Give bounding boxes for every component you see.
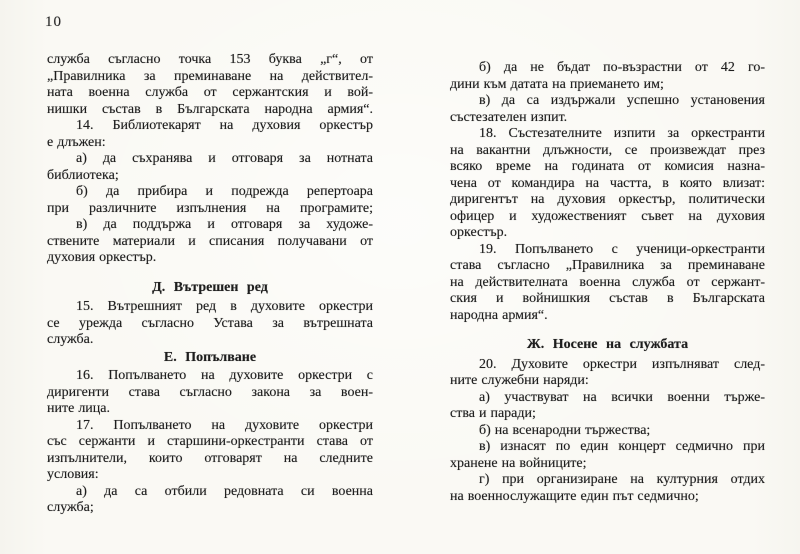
text-line: служба съгласно точка 153 буква „г“, от — [47, 52, 373, 67]
text-line: състезателен изпит. — [450, 109, 568, 125]
text-line: се урежда съгласно Устава за вътрешната — [47, 315, 373, 331]
text-line: на действителната военна служба от сержант- — [450, 274, 765, 290]
text-line: оркестър. — [450, 225, 508, 240]
text-line: ните служебни наряди: — [450, 373, 589, 388]
text-line: офицер и художественият съвет на духовия — [450, 208, 765, 224]
text-line: служба. — [47, 332, 94, 347]
text-line: нишки състав в Българската народна армия“. — [47, 101, 373, 117]
text-line: при различните изпълнения на програмите; — [47, 200, 373, 216]
page-body-left — [47, 52, 373, 517]
text-line: а) да са отбили редовната си военна — [76, 483, 373, 499]
text-line: условия: — [47, 467, 99, 482]
text-line: в) изнасят по един концерт седмично при — [479, 439, 765, 454]
text-line: 19. Попълването с ученици-оркестранти — [479, 241, 765, 257]
text-line: „Правилника за преминаване на действител- — [47, 68, 373, 84]
text-line: библиотека; — [47, 167, 119, 183]
text-line: г) при организиране на културния отдих — [479, 472, 765, 487]
text-line: е длъжен: — [47, 134, 106, 150]
text-line: ствените материали и списания получавани от — [47, 233, 373, 249]
text-line: 15. Вътрешният ред в духовите оркестри — [76, 299, 373, 314]
text-line: 17. Попълването на духовите оркестри — [76, 417, 373, 433]
text-line: ните лица. — [47, 401, 111, 416]
page-body-right — [450, 60, 765, 505]
text-line: ната военна служба от сержантския и вой- — [47, 85, 373, 100]
text-line: на вакантни длъжности, се произвеждат през — [450, 142, 765, 158]
text-line: а) да съхранява и отговаря за нотната — [76, 151, 373, 166]
text-line: 20. Духовите оркестри изпълняват след- — [479, 356, 765, 372]
text-line: изпълнители, които отговарят на следните — [47, 450, 373, 466]
text-line: служба; — [47, 500, 94, 515]
text-line: диригенти става съгласно закона за воен- — [47, 384, 373, 400]
text-line: 18. Състезателните изпити за оркестранти — [479, 126, 765, 141]
text-line: а) участвуват на всички военни търже- — [479, 389, 765, 405]
text-line: б) на всенародни тържества; — [479, 422, 651, 438]
text-line: дини към датата на приемането им; — [450, 76, 664, 92]
text-line: б) да не бъдат по-възрастни от 42 го- — [479, 60, 765, 75]
text-line: всяко време на годината от комисия назна- — [450, 159, 765, 174]
text-line: духовия оркестър. — [47, 250, 157, 265]
text-line: в) да поддържа и отговаря за художе- — [76, 217, 373, 232]
text-line: б) да прибира и подрежда репертоара — [76, 184, 373, 199]
text-line: диригентът на духовия оркестър, политически — [450, 192, 765, 207]
page-number-left: 10 — [45, 14, 62, 30]
text-line: народна армия“. — [450, 307, 548, 323]
text-line: ства и паради; — [450, 406, 536, 421]
section-heading: Е. Попълване — [163, 349, 257, 365]
text-line: 16. Попълването на духовите оркестри с — [76, 368, 373, 383]
text-line: чена от командира на частта, в която влизат: — [450, 175, 765, 191]
text-line: ския и войнишкия състав в Българската — [450, 291, 765, 306]
text-line: със сержанти и старшини-оркестранти става от — [47, 434, 373, 449]
text-line: 14. Библиотекарят на духовия оркестър — [76, 118, 373, 133]
text-line: на военнослужащите един път седмично; — [450, 488, 699, 504]
section-heading: Д. Вътрешен ред — [152, 279, 268, 295]
text-line: хранене на войниците; — [450, 455, 587, 471]
text-line: в) да са издържали успешно установения — [479, 93, 765, 108]
section-heading: Ж. Носене на службата — [526, 337, 689, 352]
text-line: става съгласно „Правилника за преминаване — [450, 258, 765, 273]
